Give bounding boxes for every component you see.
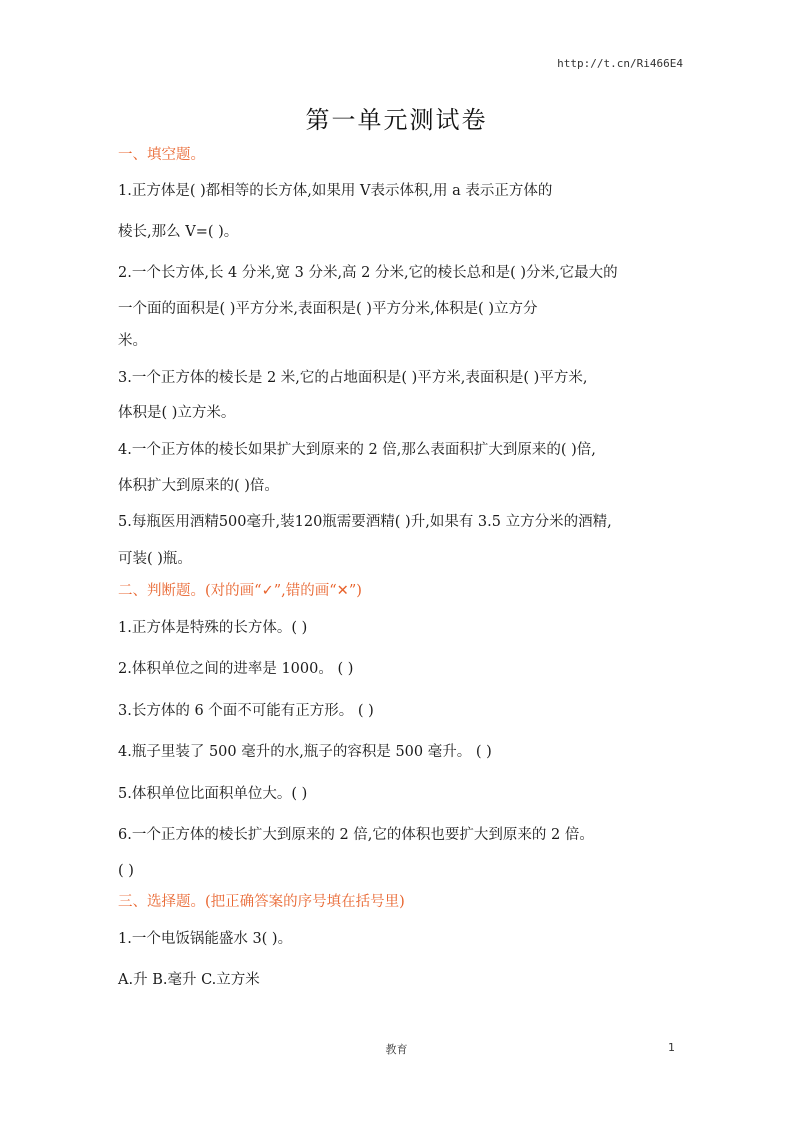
page-number: 1: [668, 1041, 675, 1054]
question-line: 6.一个正方体的棱长扩大到原来的 2 倍,它的体积也要扩大到原来的 2 倍。: [118, 827, 594, 843]
question-line: 体积是( )立方米。: [118, 405, 236, 421]
heading-text: ”): [348, 583, 362, 599]
question-line: 3.一个正方体的棱长是 2 米,它的占地面积是( )平方米,表面积是( )平方米,: [118, 370, 588, 386]
heading-text: ”,错的画“: [273, 583, 337, 599]
source-url: http://t.cn/Ri466E4: [557, 57, 683, 70]
heading-text: 二、判断题。(对的画“: [118, 583, 262, 599]
question-line: 3.长方体的 6 个面不可能有正方形。 ( ): [118, 703, 374, 719]
section-heading-fill-blank: 一、填空题。: [118, 147, 205, 163]
answer-options: A.升 B.毫升 C.立方米: [118, 972, 260, 988]
question-line: 1.正方体是特殊的长方体。( ): [118, 620, 308, 636]
question-line: 2.一个长方体,长 4 分米,宽 3 分米,高 2 分米,它的棱长总和是( )分米,它最大的: [118, 265, 618, 281]
question-line: 5.每瓶医用酒精500毫升,装120瓶需要酒精( )升,如果有 3.5 立方分米的酒精,: [118, 514, 612, 530]
question-line: 棱长,那么 V=( )。: [118, 224, 239, 240]
cross-icon: ✕: [336, 583, 349, 599]
question-line: 体积扩大到原来的( )倍。: [118, 478, 279, 494]
check-icon: ✓: [261, 583, 274, 599]
question-line: 可装( )瓶。: [118, 551, 192, 567]
section-heading-multiple-choice: 三、选择题。(把正确答案的序号填在括号里): [118, 894, 405, 910]
section-heading-true-false: [118, 582, 362, 600]
question-line: ( ): [118, 863, 134, 879]
question-line: 4.一个正方体的棱长如果扩大到原来的 2 倍,那么表面积扩大到原来的( )倍,: [118, 442, 596, 458]
question-line: 1.正方体是( )都相等的长方体,如果用 V表示体积,用 a 表示正方体的: [118, 183, 553, 199]
question-line: 一个面的面积是( )平方分米,表面积是( )平方分米,体积是( )立方分: [118, 301, 538, 317]
footer-label: 教育: [385, 1043, 408, 1056]
question-line: 1.一个电饭锅能盛水 3( )。: [118, 931, 293, 947]
question-line: 5.体积单位比面积单位大。( ): [118, 786, 308, 802]
question-line: 2.体积单位之间的进率是 1000。 ( ): [118, 661, 354, 677]
question-line: 米。: [118, 333, 147, 349]
question-line: 4.瓶子里装了 500 毫升的水,瓶子的容积是 500 毫升。 ( ): [118, 744, 492, 760]
page-title: 第一单元测试卷: [305, 106, 488, 134]
